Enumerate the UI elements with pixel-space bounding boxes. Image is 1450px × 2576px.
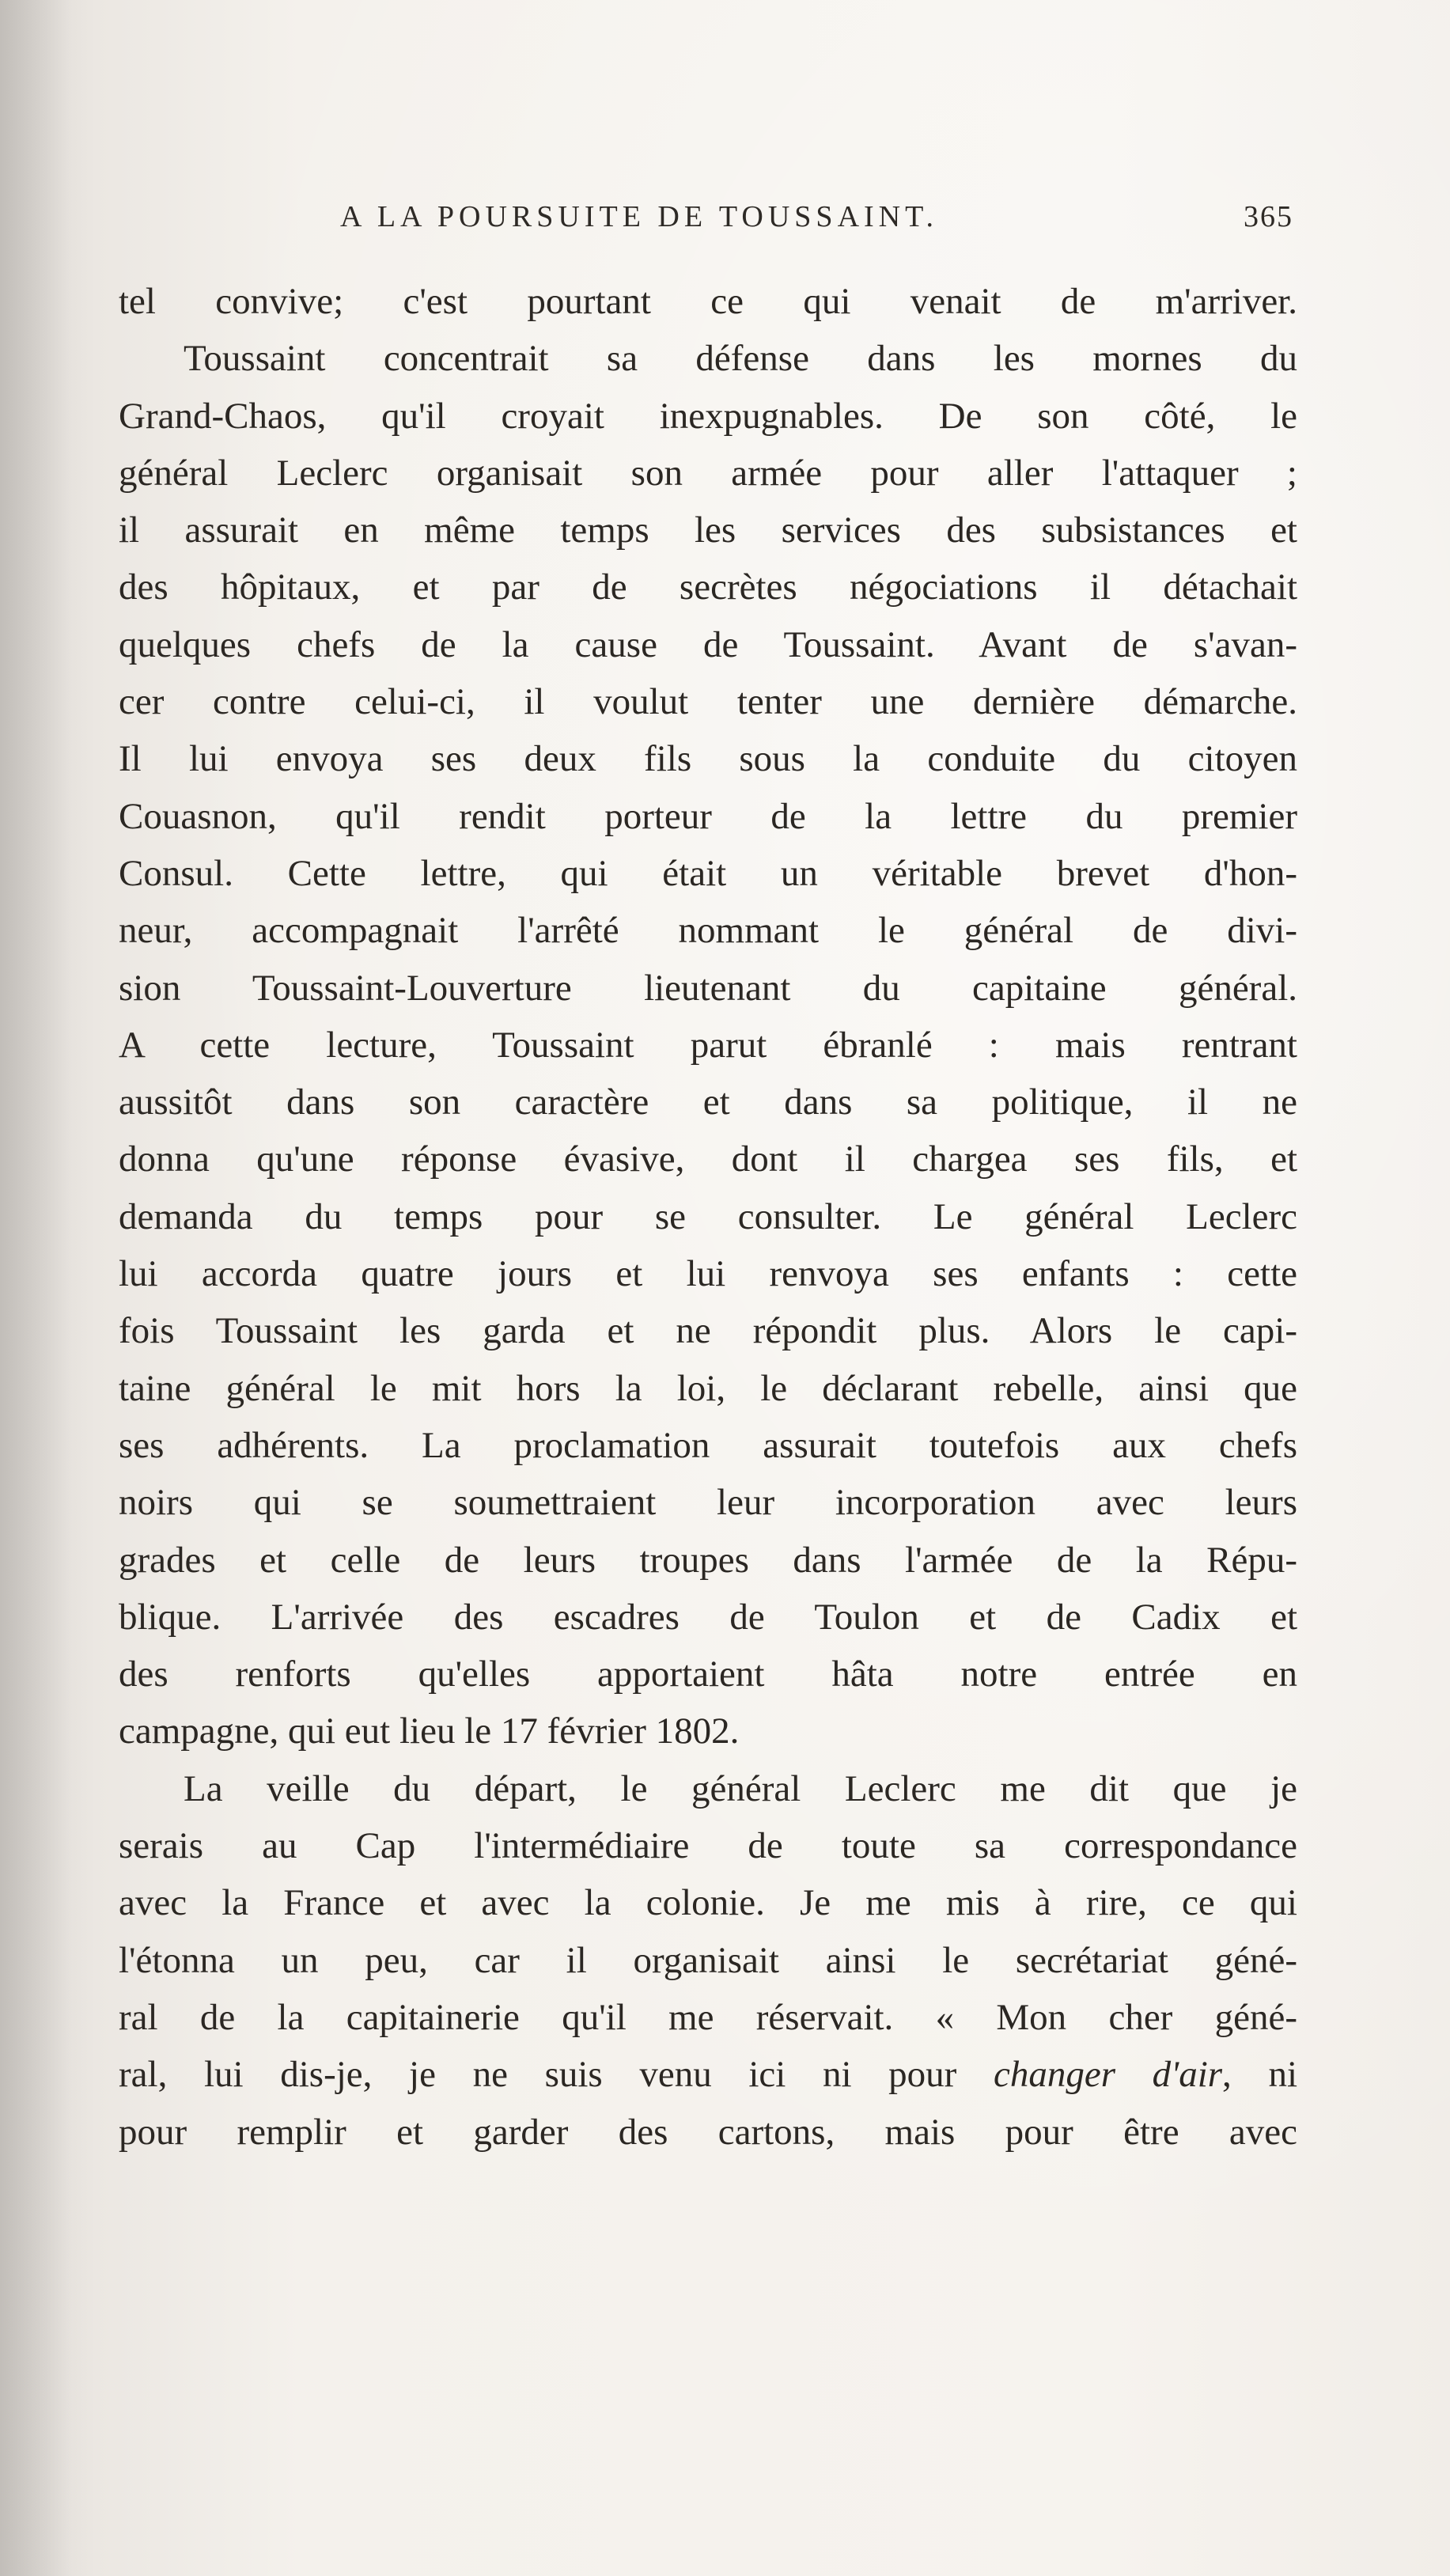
text-line: ses adhérents. La proclamation assurait toutefois aux chefs [119, 1424, 1297, 1466]
text-line: aussitôt dans son caractère et dans sa politique, il ne [119, 1082, 1297, 1123]
text-line: avec la France et avec la colonie. Je me mis à rire, ce qui [119, 1882, 1297, 1924]
text-line: serais au Cap l'intermédiaire de toute sa correspondance [119, 1825, 1297, 1867]
text-line: La veille du départ, le général Leclerc me dit que je [184, 1767, 1297, 1809]
text-line: donna qu'une réponse évasive, dont il chargea ses fils, et [119, 1138, 1297, 1180]
page-number: 365 [1244, 200, 1293, 233]
text-line: Grand-Chaos, qu'il croyait inexpugnables. De son côté, le [119, 395, 1297, 437]
text-line: Il lui envoya ses deux fils sous la conduite du citoyen [119, 738, 1297, 780]
text-line: Consul. Cette lettre, qui était un véritable brevet d'hon- [119, 852, 1297, 894]
text-line: campagne, qui eut lieu le 17 février 1802. [119, 1710, 740, 1752]
page-gutter-shadow [0, 0, 71, 2576]
text-line-with-italic [119, 2046, 1297, 2103]
text-line: Toussaint concentrait sa défense dans les mornes du [184, 338, 1297, 380]
text-line: taine général le mit hors la loi, le déclarant rebelle, ainsi que [119, 1367, 1297, 1409]
text-line: général Leclerc organisait son armée pour aller l'attaquer ; [119, 452, 1297, 494]
text-line: l'étonna un peu, car il organisait ainsi le secrétariat géné- [119, 1939, 1297, 1981]
text-line: ral de la capitainerie qu'il me réservait. « Mon cher géné- [119, 1996, 1297, 2038]
text-line: tel convive; c'est pourtant ce qui venait de m'arriver. [119, 281, 1297, 322]
text-line: neur, accompagnait l'arrêté nommant le général de divi- [119, 910, 1297, 952]
text-line: A cette lecture, Toussaint parut ébranlé : mais rentrant [119, 1024, 1297, 1066]
text-line: lui accorda quatre jours et lui renvoya ses enfants : cette [119, 1253, 1297, 1295]
text-line: des hôpitaux, et par de secrètes négociations il détachait [119, 566, 1297, 608]
running-header [340, 199, 1293, 247]
body-text [119, 273, 1297, 2161]
text-line: demanda du temps pour se consulter. Le général Leclerc [119, 1195, 1297, 1237]
text-segment: ral, lui dis-je, je ne suis venu ici ni pour [119, 2054, 994, 2096]
text-line: fois Toussaint les garda et ne répondit plus. Alors le capi- [119, 1310, 1297, 1352]
text-line: pour remplir et garder des cartons, mais pour être avec [119, 2111, 1297, 2153]
text-line: blique. L'arrivée des escadres de Toulon et de Cadix et [119, 1596, 1297, 1638]
text-line: sion Toussaint-Louverture lieutenant du capitaine général. [119, 967, 1297, 1009]
text-line: cer contre celui-ci, il voulut tenter une dernière démarche. [119, 681, 1297, 723]
text-segment: , ni [1222, 2054, 1297, 2096]
text-line: il assurait en même temps les services des subsistances et [119, 510, 1297, 551]
text-line: grades et celle de leurs troupes dans l'armée de la Répu- [119, 1539, 1297, 1581]
italic-phrase: changer d'air [993, 2054, 1223, 2096]
text-line: quelques chefs de la cause de Toussaint. Avant de s'avan- [119, 623, 1297, 665]
text-line: Couasnon, qu'il rendit porteur de la lettre du premier [119, 795, 1297, 837]
text-line: des renforts qu'elles apportaient hâta notre entrée en [119, 1654, 1297, 1695]
text-line: noirs qui se soumettraient leur incorporation avec leurs [119, 1482, 1297, 1524]
running-title: A LA POURSUITE DE TOUSSAINT. [340, 200, 938, 233]
